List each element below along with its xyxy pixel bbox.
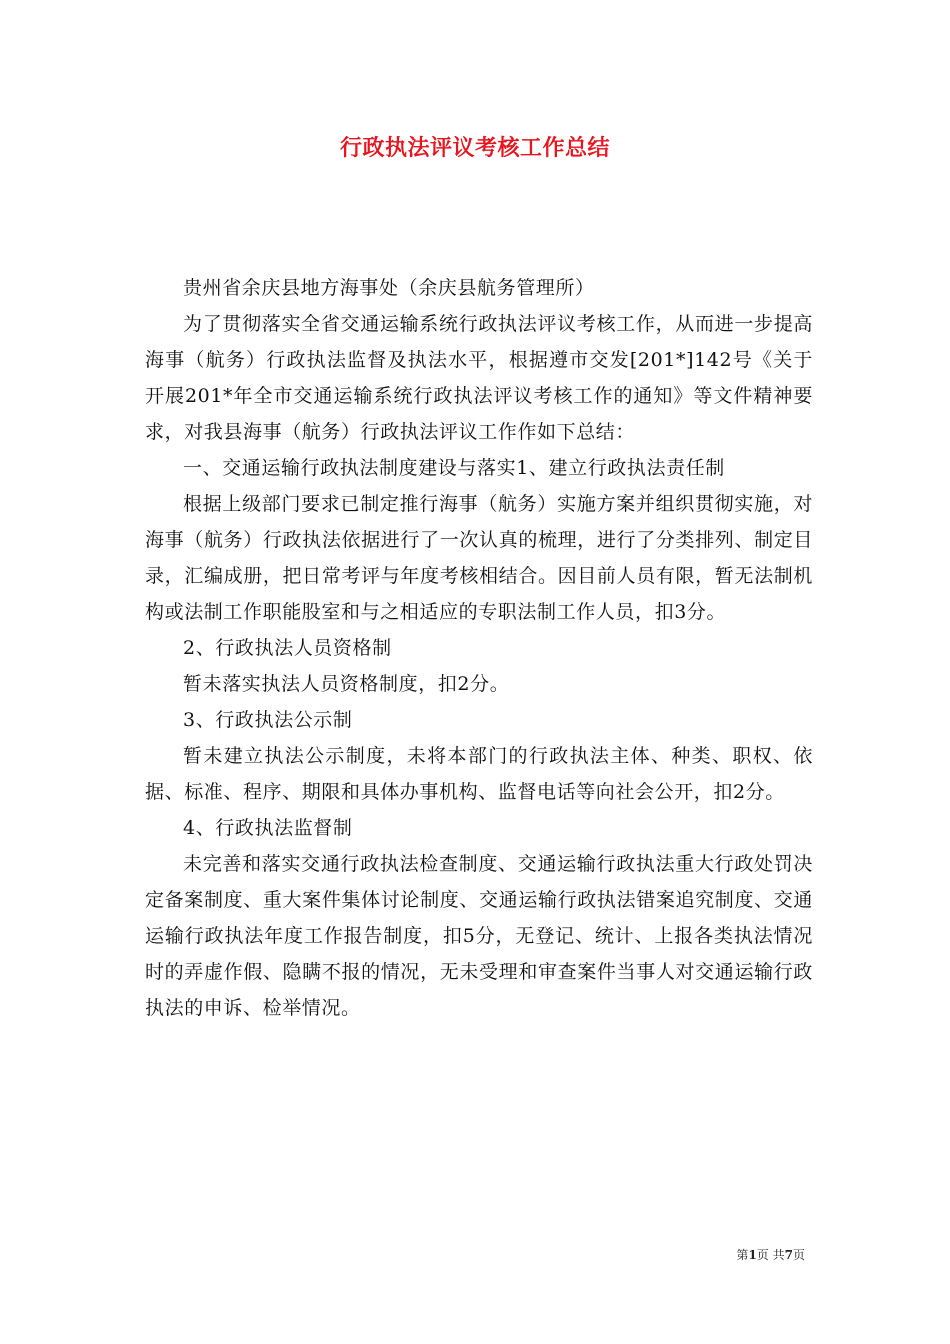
section-heading-1: 一、交通运输行政执法制度建设与落实1、建立行政执法责任制 [183, 457, 725, 479]
footer-middle: 页 共 [756, 1248, 785, 1262]
paragraph-qualification: 暂未落实执法人员资格制度，扣2分。 [183, 673, 510, 695]
subheading-publicity: 3、行政执法公示制 [183, 709, 353, 731]
paragraph-publicity: 暂未建立执法公示制度，未将本部门的行政执法主体、种类、职权、依据、标准、程序、期限和具体办事机构、监督电话等向社会公开，扣2分。 [145, 745, 813, 803]
document-body [145, 270, 813, 1026]
subheading-supervision: 4、行政执法监督制 [183, 817, 353, 839]
page-number-footer [736, 1247, 805, 1263]
subheading-qualification: 2、行政执法人员资格制 [183, 637, 392, 659]
footer-total-pages: 7 [784, 1248, 793, 1262]
footer-suffix: 页 [792, 1248, 805, 1262]
paragraph-supervision: 未完善和落实交通行政执法检查制度、交通运输行政执法重大行政处罚决定备案制度、重大案件集体讨论制度、交通运输行政执法错案追究制度、交通运输行政执法年度工作报告制度，扣5分，无登记、统计、上报各类执法情况时的弄虚作假、隐瞒不报的情况，无未受理和审查案件当事人对交通运输行政执法的申诉、检举情况。 [145, 853, 813, 1019]
document-title: 行政执法评议考核工作总结 [339, 135, 610, 161]
paragraph-responsibility: 根据上级部门要求已制定推行海事（航务）实施方案并组织贯彻实施，对海事（航务）行政执法依据进行了一次认真的梳理，进行了分类排列、制定目录，汇编成册，把日常考评与年度考核相结合。因目前人员有限，暂无法制机构或法制工作职能股室和与之相适应的专职法制工作人员，扣3分。 [145, 493, 813, 623]
paragraph-organization: 贵州省余庆县地方海事处（余庆县航务管理所） [183, 277, 595, 299]
footer-current-page: 1 [748, 1248, 757, 1262]
paragraph-intro: 为了贯彻落实全省交通运输系统行政执法评议考核工作，从而进一步提高海事（航务）行政执法监督及执法水平，根据遵市交发[201*]142号《关于开展201*年全市交通运输系统行政执法评议考核工作的通知》等文件精神要求，对我县海事（航务）行政执法评议工作作如下总结： [145, 313, 813, 443]
footer-prefix: 第 [736, 1248, 749, 1262]
